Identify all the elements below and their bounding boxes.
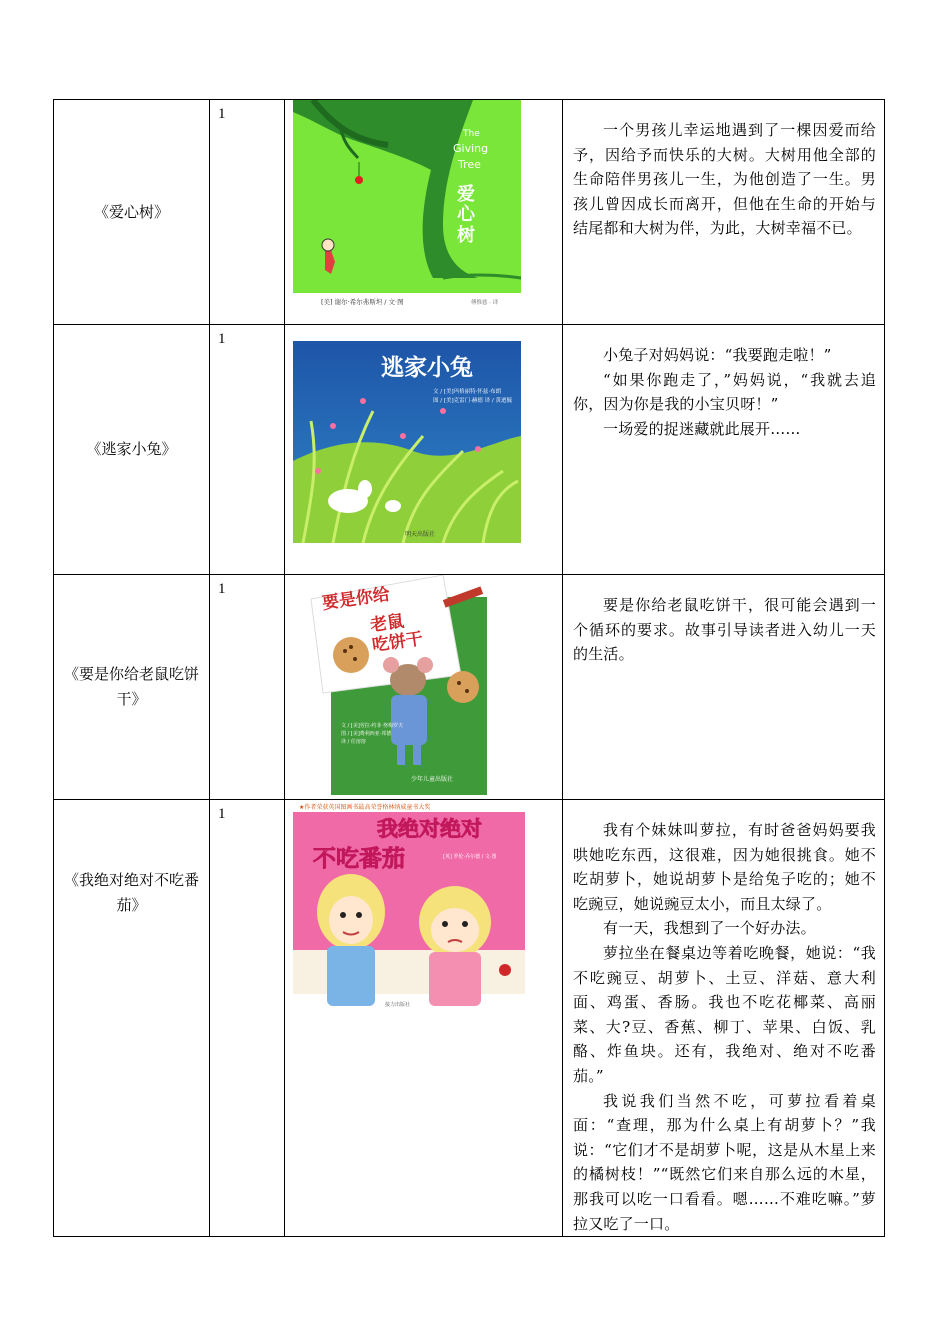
description-paragraph: 要是你给老鼠吃饼干，很可能会遇到一个循环的要求。故事引导读者进入幼儿一天的生活。	[573, 596, 876, 664]
book-title: 《逃家小兔》	[54, 325, 210, 575]
cover-credit-line-1: 文 / [美]劳拉·约菲·努梅罗夫	[341, 723, 403, 729]
cover-cn-title-1: 要是你给	[320, 584, 392, 614]
description-paragraph: 一场爱的捉迷藏就此展开……	[603, 419, 801, 438]
cover-tomato	[293, 800, 525, 1010]
cover-credit: [英] 罗伦·乔尔德 / 文·图	[443, 854, 497, 860]
book-cover-cell	[285, 800, 563, 1237]
bunny-cover-illustration	[293, 341, 521, 543]
description-paragraph: “如果你跑走了，”妈妈说，“我就去追你，因为你是我的小宝贝呀！”	[573, 370, 876, 414]
description-paragraph: 小兔子对妈妈说：“我要跑走啦！”	[603, 346, 832, 364]
cover-cn-title-1: 我绝对绝对	[377, 817, 482, 841]
cover-credit-line-2: 图 / [美]费利西亚·邦德	[341, 731, 392, 737]
cover-credit-line-3: 译 / 任溶溶	[341, 739, 366, 745]
table-row	[54, 325, 885, 575]
book-title: 《我绝对绝对不吃番茄》	[54, 800, 210, 1237]
table-row	[54, 100, 885, 325]
book-description	[563, 325, 885, 575]
cover-en-title-1: The	[463, 129, 480, 139]
book-table	[53, 99, 885, 1237]
mouse-cover-illustration	[293, 575, 521, 797]
tree-cover-illustration	[293, 100, 521, 311]
book-quantity: 1	[210, 800, 285, 1237]
cover-giving-tree	[293, 100, 521, 311]
book-title: 《要是你给老鼠吃饼干》	[54, 575, 210, 800]
cover-publisher: 明天出版社	[405, 531, 436, 538]
book-cover-cell	[285, 325, 563, 575]
book-cover-cell	[285, 575, 563, 800]
cover-runaway-bunny	[293, 341, 521, 543]
book-cover-cell	[285, 100, 563, 325]
cover-credit: [美] 谢尔·希尔弗斯坦 / 文·图	[321, 298, 404, 306]
cover-translator: 傅惟慈 · 译	[471, 300, 499, 306]
cover-cn-title-2: 老鼠	[368, 611, 406, 636]
cover-cn-title: 逃家小兔	[381, 355, 473, 381]
book-quantity: 1	[210, 325, 285, 575]
cover-publisher: 少年儿童出版社	[411, 776, 454, 783]
book-description	[563, 800, 885, 1237]
description-paragraph: 我有个妹妹叫萝拉，有时爸爸妈妈要我哄她吃东西，这很难，因为她很挑食。她不吃胡萝卜，她说胡萝卜是给兔子吃的；她不吃豌豆，她说豌豆太小，而且太绿了。	[573, 821, 876, 913]
cover-publisher: 接力出版社	[385, 1002, 411, 1008]
book-title: 《爱心树》	[54, 100, 210, 325]
book-description	[563, 575, 885, 800]
table-row	[54, 800, 885, 1237]
book-description	[563, 100, 885, 325]
tomato-cover-illustration	[293, 800, 525, 1010]
description-paragraph: 我说我们当然不吃，可萝拉看着桌面：“查理，那为什么桌上有胡萝卜？”我说：“它们才不是胡萝卜呢，这是从木星上来的橘树枝！”“既然它们来自那么远的木星，那我可以吃一口看看。嗯……不难吃嘛。”萝拉又吃了一口。	[573, 1091, 876, 1233]
cover-credit-line-1: 文 / [美]玛格丽特·怀兹·布朗	[433, 389, 502, 395]
cover-mouse-cookie	[293, 575, 521, 797]
cover-cn-title-2: 不吃番茄	[313, 846, 405, 872]
book-quantity: 1	[210, 575, 285, 800]
cover-en-title-2: Giving	[453, 142, 489, 155]
cover-cn-title-2: 心	[457, 204, 475, 225]
description-paragraph: 萝拉坐在餐桌边等着吃晚餐，她说：“我不吃豌豆、胡萝卜、土豆、洋菇、意大利面、鸡蛋、香肠。我也不吃花椰菜、高丽菜、大?豆、香蕉、柳丁、苹果、白饭、乳酪、炸鱼块。还有，我绝对、绝对不吃番茄。”	[573, 943, 876, 1085]
description-paragraph: 一个男孩儿幸运地遇到了一棵因爱而给予，因给予而快乐的大树。大树用他全部的生命陪伴男孩儿一生，为他创造了一生。男孩儿曾因成长而离开，但他在生命的开始与结尾都和大树为伴，为此，大树幸福不已。	[573, 121, 876, 238]
description-paragraph: 有一天，我想到了一个好办法。	[603, 919, 816, 938]
book-quantity: 1	[210, 100, 285, 325]
cover-cn-title-3: 树	[457, 225, 475, 246]
cover-award: ★作者荣获英国图画书最高荣誉格林纳威童书大奖	[299, 804, 431, 811]
cover-en-title-3: Tree	[458, 158, 481, 171]
table-row	[54, 575, 885, 800]
cover-cn-title-3: 吃饼干	[370, 629, 425, 656]
cover-cn-title-1: 爱	[457, 184, 475, 205]
cover-credit-line-2: 图 / [美]克雷门·赫德 译 / 黄迺毓	[433, 398, 512, 404]
